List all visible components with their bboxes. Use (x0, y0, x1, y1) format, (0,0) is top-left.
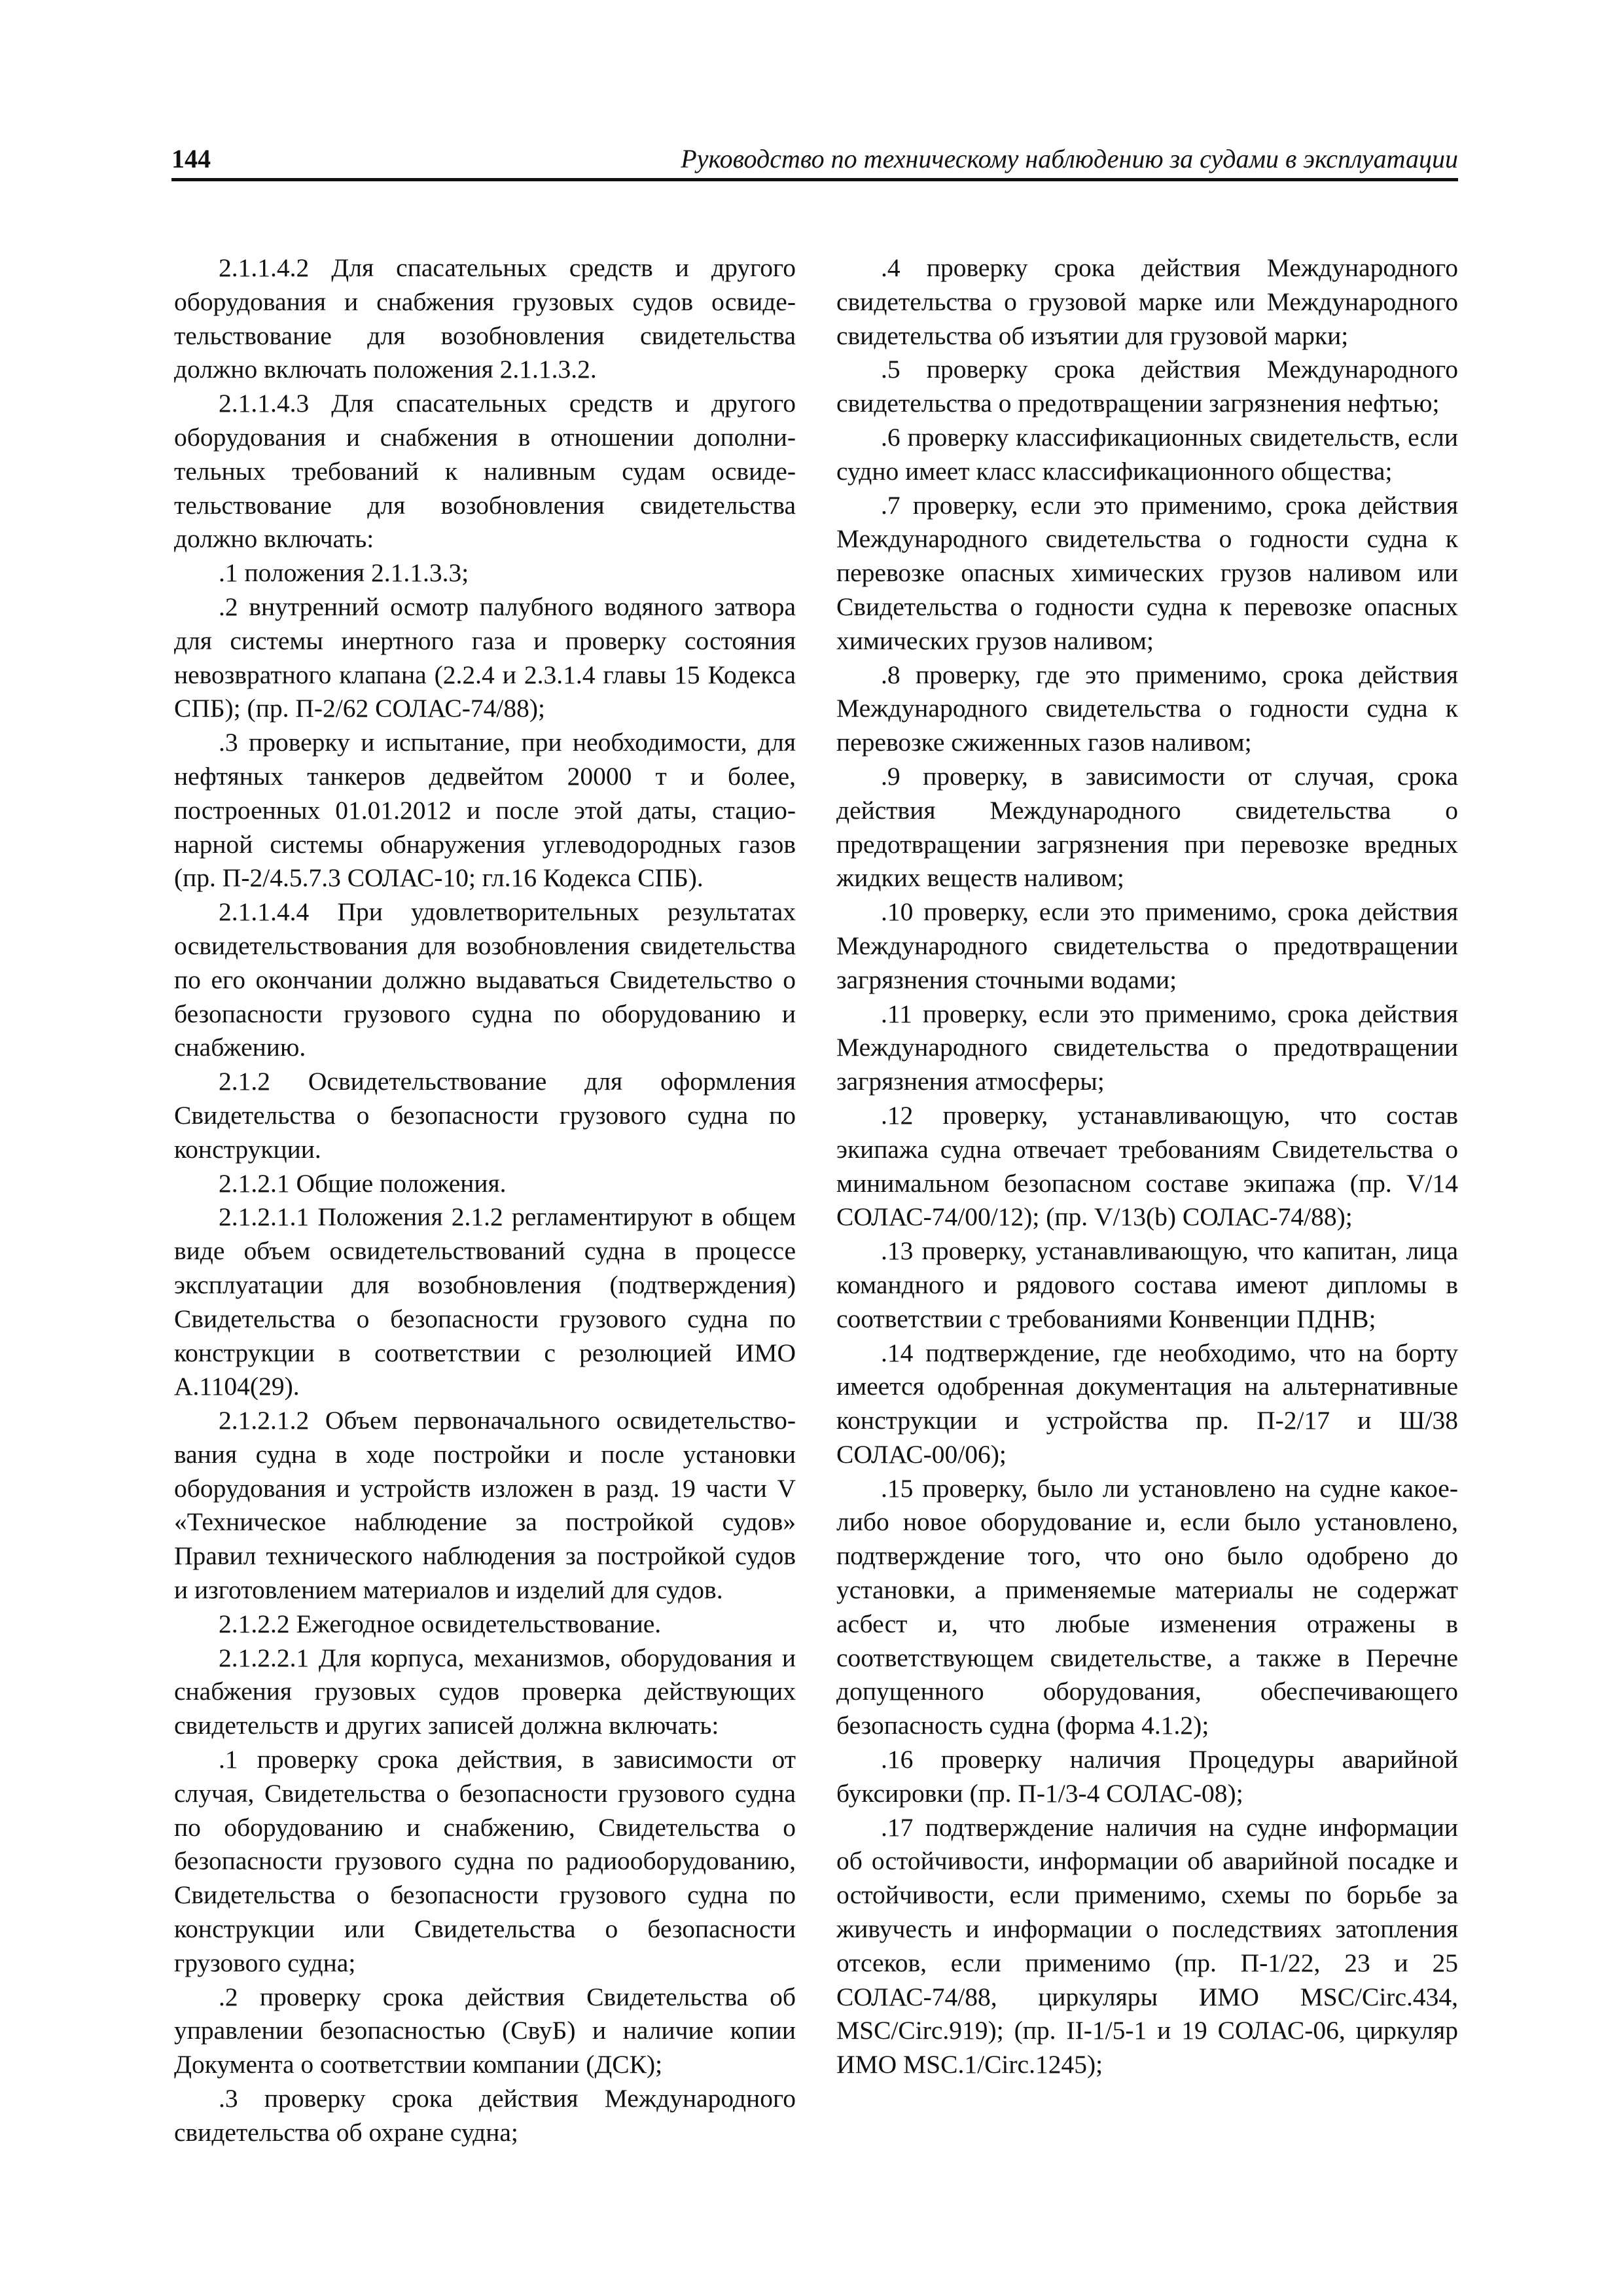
section-heading-2-1-2-1: 2.1.2.1 Общие положения. (219, 1168, 507, 1198)
list-item-1-annual: .1 проверку срока действия, в зависимости от случая, Свидетельства о безопасности грузового судна по оборудованию и снабжению, Свидетельства о безопасности грузового судна по радиооборудованию, Свидетельства о безопасности грузового судна по конструкции или Свидетельства о безопасности грузового судна; (174, 1745, 796, 1977)
list-item-2: .2 внутренний осмотр палубного водяного затвора для системы инертного газа и проверку состояния невозвратного клапана (2.2.4 и 2.3.1.4 главы 15 Кодекса СПБ); (пр. П-2/62 СОЛАС-74/88); (174, 592, 796, 723)
page-number: 144 (171, 144, 211, 173)
paragraph-2-1-1-4-4: 2.1.1.4.4 При удовлетворительных результатах освидетельствования для возобновления свидетельства по его окончании должно выдаваться Свидетельство о безопасности грузового судна по оборудованию и снабжению. (174, 897, 796, 1062)
list-item-7: .7 проверку, если это применимо, срока действия Международного свидетельства о годности судна к перевозке опасных химических грузов наливом или Свидетельства о годности судна к перевозке опасных химических грузов наливом; (836, 490, 1458, 655)
paragraph-2-1-2-1-1: 2.1.2.1.1 Положения 2.1.2 регламентируют в общем виде объем освидетельствований судна в процессе эксплуатации для возобновления (подтверждения) Свидетельства о безопасности грузового судна по конструкции в соответствии с резолюцией ИМО А.1104(29). (174, 1202, 796, 1401)
list-item-14: .14 подтверждение, где необходимо, что на борту имеется одобренная документация на альтернативные конструкции и устройства пр. П-2/17 и Ш/38 СОЛАС-00/06); (836, 1338, 1458, 1469)
list-item-5: .5 проверку срока действия Международного свидетельства о предотвращении загрязнения нефтью; (836, 355, 1458, 418)
list-item-8: .8 проверку, где это применимо, срока действия Международного свидетельства о годности судна к перевозке сжиженных газов наливом; (836, 660, 1458, 757)
list-item-15: .15 проверку, было ли установлено на судне какое-либо новое оборудование и, если было установлено, подтверждение того, что оно было одобрено до установки, а применяемые материалы не содержат асбест и, что любые изменения отражены в соответствующем свидетельстве, а также в Перечне допущенного оборудования, обеспечивающего безопасность судна (форма 4.1.2); (836, 1473, 1458, 1740)
paragraph-2-1-1-4-2: 2.1.1.4.2 Для спасательных средств и другого оборудования и снабжения грузовых судов освидетельствование для возобновления свидетельства должно включать положения 2.1.1.3.2. (174, 253, 796, 384)
running-title: Руководство по техническому наблюдению за судами в эксплуатации (681, 144, 1458, 173)
page-header (171, 143, 1458, 181)
list-item-11: .11 проверку, если это применимо, срока действия Международного свидетельства о предотвращении загрязнения атмосферы; (836, 999, 1458, 1096)
list-item-10: .10 проверку, если это применимо, срока действия Международного свидетельства о предотвращении загрязнения сточными водами; (836, 897, 1458, 994)
list-item-3: .3 проверку и испытание, при необходимости, для нефтяных танкеров дедвейтом 20000 т и более, построенных 01.01.2012 и после этой даты, стационарной системы обнаружения углеводородных газов (пр. П-2/4.5.7.3 СОЛАС-10; гл.16 Кодекса СПБ). (174, 728, 796, 893)
right-column (836, 251, 1458, 2082)
left-column (174, 251, 796, 2150)
list-item-2-annual: .2 проверку срока действия Свидетельства об управлении безопасностью (СвуБ) и наличие копии Документа о соответствии компании (ДСК); (174, 1982, 796, 2079)
list-item-12: .12 проверку, устанавливающую, что состав экипажа судна отвечает требованиям Свидетельства о минимальном безопасном составе экипажа (пр. V/14 СОЛАС-74/00/12); (пр. V/13(b) СОЛАС-74/88); (836, 1100, 1458, 1232)
list-item-3-annual: .3 проверку срока действия Международного свидетельства об охране судна; (174, 2084, 796, 2147)
section-heading-2-1-2: 2.1.2 Освидетельствование для оформления Свидетельства о безопасности грузового судна по конструкции. (174, 1067, 796, 1164)
paragraph-2-1-1-4-3: 2.1.1.4.3 Для спасательных средств и другого оборудования и снабжения в отношении дополнительных требований к наливным судам освидетельствование для возобновления свидетельства должно включать: (174, 389, 796, 554)
list-item-17: .17 подтверждение наличия на судне информации об остойчивости, информации об аварийной посадке и остойчивости, если применимо, схемы по борьбе за живучесть и информации о последствиях затопления отсеков, если применимо (пр. П-1/22, 23 и 25 СОЛАС-74/88, циркуляры ИМО MSC/Circ.434, MSC/Circ.919); (пр. II-1/5-1 и 19 СОЛАС-06, циркуляр ИМО MSC.1/Circ.1245); (836, 1812, 1458, 2079)
list-item-4: .4 проверку срока действия Международного свидетельства о грузовой марке или Международного свидетельства об изъятии для грузовой марки; (836, 253, 1458, 350)
list-item-13: .13 проверку, устанавливающую, что капитан, лица командного и рядового состава имеют дипломы в соответствии с требованиями Конвенции ПДНВ; (836, 1236, 1458, 1333)
list-item-6: .6 проверку классификационных свидетельств, если судно имеет класс классификационного общества; (836, 422, 1458, 486)
list-item-16: .16 проверку наличия Процедуры аварийной буксировки (пр. П-1/3-4 СОЛАС-08); (836, 1745, 1458, 1808)
paragraph-2-1-2-2-1: 2.1.2.2.1 Для корпуса, механизмов, оборудования и снабжения грузовых судов проверка действующих свидетельств и других записей должна включать: (174, 1643, 796, 1740)
list-item-9: .9 проверку, в зависимости от случая, срока действия Международного свидетельства о предотвращении загрязнения при перевозке вредных жидких веществ наливом; (836, 761, 1458, 893)
section-heading-2-1-2-2: 2.1.2.2 Ежегодное освидетельствование. (219, 1609, 662, 1638)
paragraph-2-1-2-1-2: 2.1.2.1.2 Объем первоначального освидетельствования судна в ходе постройки и после установки оборудования и устройств изложен в разд. 19 части V «Техническое наблюдение за постройкой судов» Правил технического наблюдения за постройкой судов и изготовлением материалов и изделий для судов. (174, 1406, 796, 1605)
list-item-1: .1 положения 2.1.1.3.3; (219, 558, 469, 588)
